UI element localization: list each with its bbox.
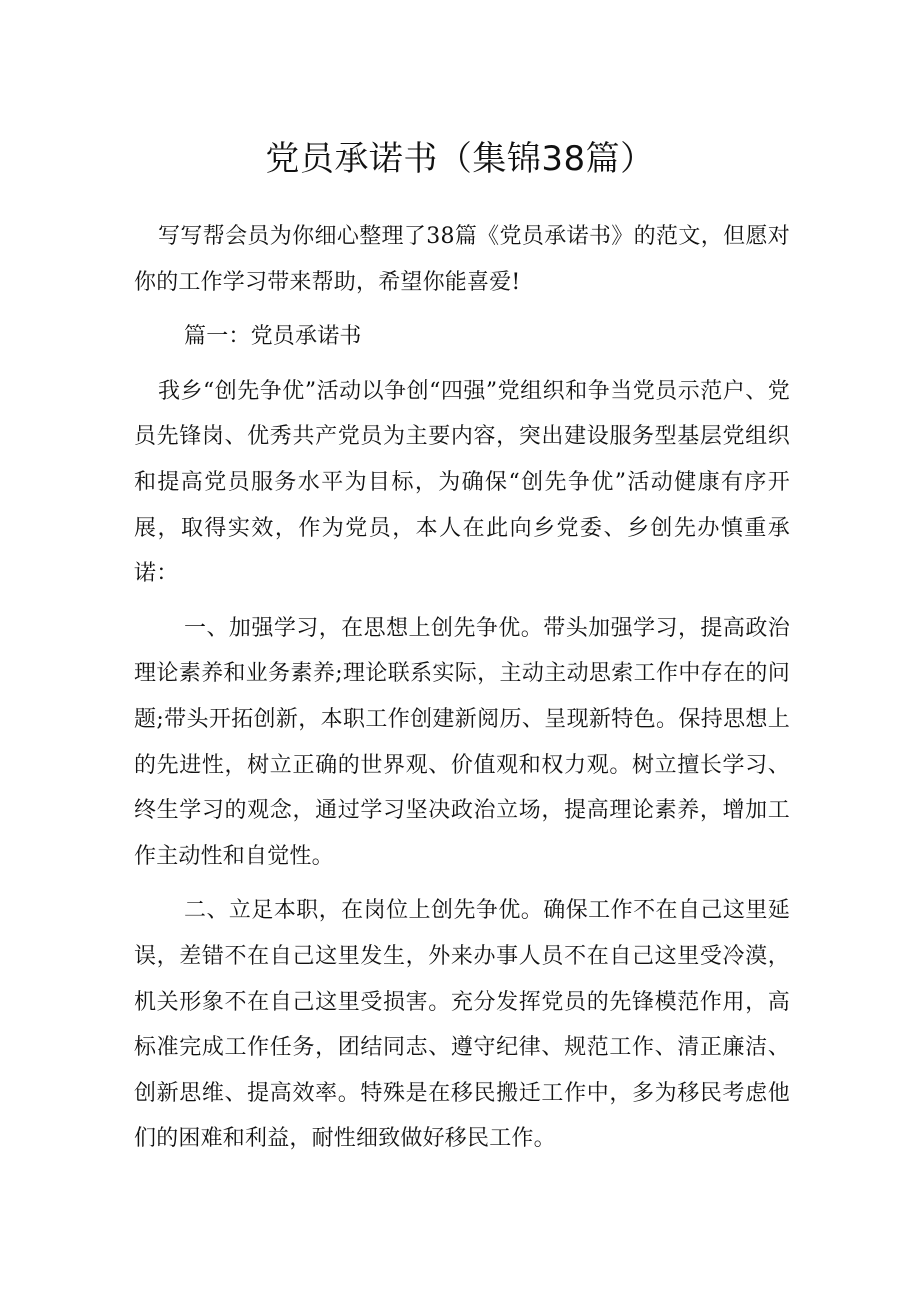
intro-paragraph: 写写帮会员为你细心整理了38篇《党员承诺书》的范文，但愿对你的工作学习带来帮助，希望你能喜爱! [134,224,790,295]
document-body [134,214,790,1162]
body-paragraph-2: 一、加强学习，在思想上创先争优。带头加强学习，提高政治理论素养和业务素养;理论联系实际，主动主动思索工作中存在的问题;带头开拓创新，本职工作创建新阅历、呈现新特色。保持思想上的先进性，树立正确的世界观、价值观和权力观。树立擅长学习、终生学习的观念，通过学习坚决政治立场，提高理论素养，增加工作主动性和自觉性。 [134,615,790,869]
body-paragraph-1: 我乡“创先争优”活动以争创“四强”党组织和争当党员示范户、党员先锋岗、优秀共产党员为主要内容，突出建设服务型基层党组织和提高党员服务水平为目标，为确保“创先争优”活动健康有序开展，取得实效，作为党员，本人在此向乡党委、乡创先办慎重承诺： [134,378,790,587]
body-paragraph-3: 二、立足本职，在岗位上创先争优。确保工作不在自己这里延误，差错不在自己这里发生，外来办事人员不在自己这里受冷漠，机关形象不在自己这里受损害。充分发挥党员的先锋模范作用，高标准完成工作任务，团结同志、遵守纪律、规范工作、清正廉洁、创新思维、提高效率。特殊是在移民搬迁工作中，多为移民考虑他们的困难和利益，耐性细致做好移民工作。 [134,898,790,1152]
document-title: 党员承诺书（集锦38篇） [265,139,655,179]
section-heading: 篇一：党员承诺书 [184,324,362,350]
